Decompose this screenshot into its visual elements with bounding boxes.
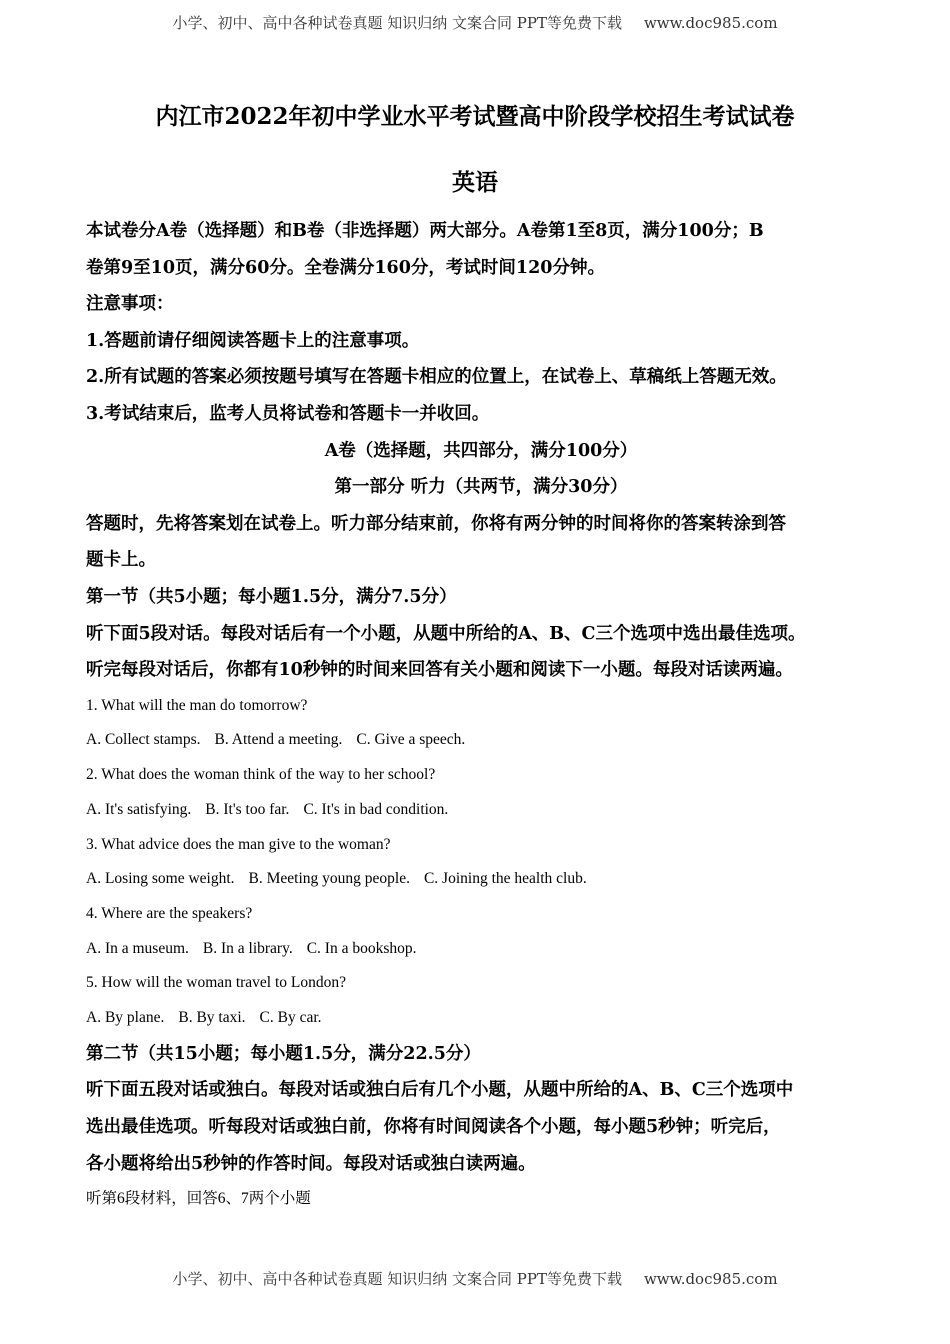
header-url-link[interactable]: www.doc985.com [643, 14, 778, 32]
listening-instruction-2: 题卡上。 [86, 550, 156, 571]
intro-line-2: 卷第9至10页，满分60分。全卷满分160分，考试时间120分钟。 [86, 257, 605, 278]
option-c: C. Give a speech. [356, 731, 466, 749]
option-b: B. Attend a meeting. [214, 731, 343, 749]
question-2: 2. What does the woman think of the way to her school? [86, 766, 436, 784]
option-c: C. By car. [259, 1009, 322, 1027]
option-a: A. In a museum. [86, 939, 189, 957]
option-c: C. Joining the health club. [423, 870, 587, 888]
option-b: B. Meeting young people. [248, 870, 410, 888]
footer-text: 小学、初中、高中各种试卷真题 知识归纳 文案合同 PPT等免费下载 [172, 1270, 622, 1288]
section2-heading: 第二节（共15小题；每小题1.5分，满分22.5分） [86, 1043, 481, 1064]
exam-subject: 英语 [452, 169, 498, 196]
section2-line-2: 选出最佳选项。听每段对话或独白前，你将有时间阅读各个小题，每小题5秒钟；听完后， [86, 1116, 781, 1137]
option-c: C. In a bookshop. [306, 939, 417, 957]
question-2-options [86, 793, 876, 828]
question-4-options [86, 932, 876, 967]
question-3: 3. What advice does the man give to the woman? [86, 835, 391, 853]
intro-line-1: 本试卷分A卷（选择题）和B卷（非选择题）两大部分。A卷第1至8页，满分100分；B [86, 221, 764, 241]
option-a: A. It's satisfying. [86, 800, 192, 818]
option-b: B. It's too far. [205, 800, 290, 818]
option-b: B. By taxi. [178, 1009, 246, 1027]
exam-content [86, 213, 876, 1217]
notes-heading: 注意事项： [86, 294, 174, 315]
material-6-prompt: 听第6段材料，回答6、7两个小题 [86, 1190, 311, 1208]
option-a: A. By plane. [86, 1009, 165, 1027]
question-4: 4. Where are the speakers? [86, 904, 253, 922]
page-footer [0, 1268, 950, 1289]
note-item-3: 3.考试结束后，监考人员将试卷和答题卡一并收回。 [86, 403, 490, 424]
section2-line-3: 各小题将给出5秒钟的作答时间。每段对话或独白读两遍。 [86, 1153, 536, 1174]
question-1-options [86, 723, 876, 758]
question-5: 5. How will the woman travel to London? [86, 974, 347, 992]
option-a: A. Losing some weight. [86, 870, 235, 888]
question-1: 1. What will the man do tomorrow? [86, 696, 308, 714]
section1-line-2: 听完每段对话后，你都有10秒钟的时间来回答有关小题和阅读下一小题。每段对话读两遍。 [86, 660, 793, 681]
page-header [0, 12, 950, 33]
part1-heading: 第一部分 听力（共两节，满分30分） [334, 477, 628, 498]
option-a: A. Collect stamps. [86, 731, 201, 749]
section1-heading: 第一节（共5小题；每小题1.5分，满分7.5分） [86, 586, 457, 607]
section1-line-1: 听下面5段对话。每段对话后有一个小题，从题中所给的A、B、C三个选项中选出最佳选项。 [86, 623, 806, 644]
header-text: 小学、初中、高中各种试卷真题 知识归纳 文案合同 PPT等免费下载 [172, 14, 622, 32]
option-c: C. It's in bad condition. [303, 800, 449, 818]
question-3-options [86, 862, 876, 897]
paper-a-heading: A卷（选择题，共四部分，满分100分） [324, 440, 638, 461]
question-5-options [86, 1001, 876, 1036]
note-item-2: 2.所有试题的答案必须按题号填写在答题卡相应的位置上，在试卷上、草稿纸上答题无效。 [86, 367, 787, 388]
listening-instruction-1: 答题时，先将答案划在试卷上。听力部分结束前，你将有两分钟的时间将你的答案转涂到答 [86, 513, 786, 534]
option-b: B. In a library. [202, 939, 293, 957]
footer-url-link[interactable]: www.doc985.com [643, 1270, 778, 1288]
section2-line-1: 听下面五段对话或独白。每段对话或独白后有几个小题，从题中所给的A、B、C三个选项中 [86, 1080, 794, 1101]
note-item-1: 1.答题前请仔细阅读答题卡上的注意事项。 [86, 330, 420, 351]
exam-title: 内江市2022年初中学业水平考试暨高中阶段学校招生考试试卷 [155, 103, 795, 130]
